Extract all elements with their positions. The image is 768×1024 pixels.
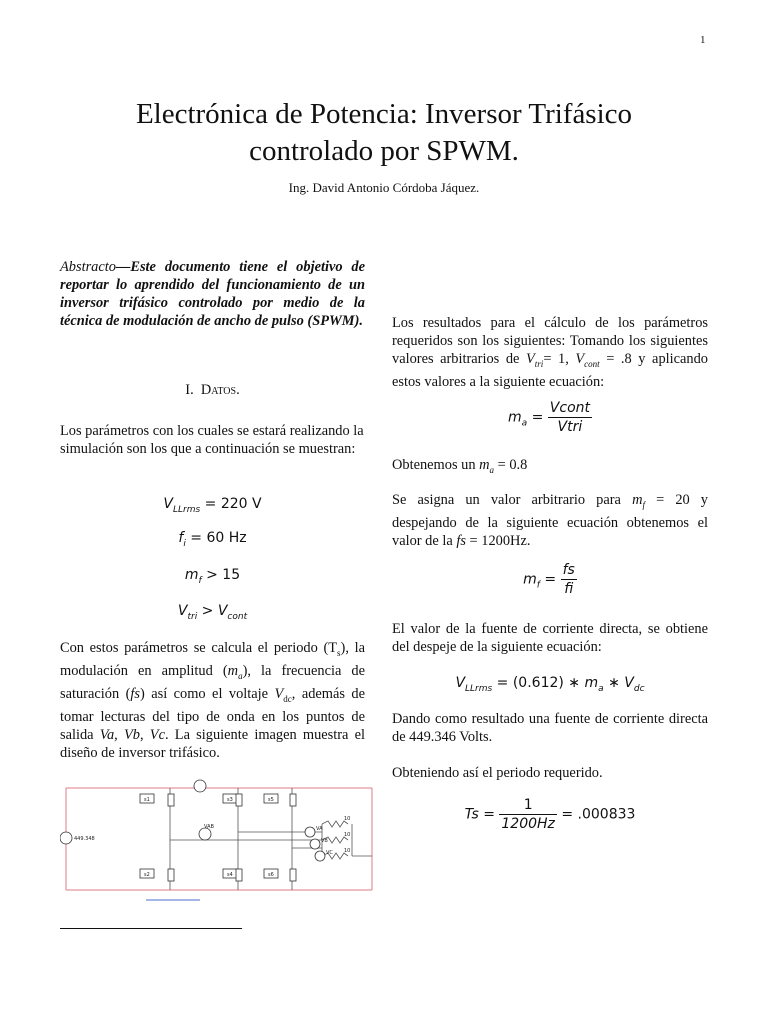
resistor-label-1: 10 xyxy=(344,816,351,822)
paper-title xyxy=(60,96,708,170)
params-intro: Los parámetros con los cuales se estará realizando la simulación son los que a continuación se muestran: xyxy=(60,423,364,457)
abstract-dash: — xyxy=(115,259,131,275)
resistor-label-3: 10 xyxy=(344,848,351,854)
title-line-1: Electrónica de Potencia: Inversor Trifásico xyxy=(135,98,633,130)
equation-vtri-vcont: $V_{tri} > V_{cont}$ xyxy=(177,603,248,622)
vdc-description: El valor de la fuente de corriente directa, se obtiene del despeje de la siguiente ecuación: xyxy=(392,621,708,655)
section-title: Datos. xyxy=(200,382,240,398)
period-intro: Obteniendo así el periodo requerido. xyxy=(392,765,603,781)
abstract-label: Abstracto xyxy=(60,259,116,275)
switch-label-s4: s4 xyxy=(227,872,233,878)
meter-label-vc: VC xyxy=(326,850,333,856)
equation-vllrms: $V_{LLrms} = 220$ V xyxy=(163,496,262,515)
switch-label-s6: s6 xyxy=(268,872,274,878)
section-number: I. xyxy=(185,382,194,398)
switch-label-s5: s5 xyxy=(268,797,274,803)
author: Ing. David Antonio Córdoba Jáquez. xyxy=(288,180,480,195)
resistor-label-2: 10 xyxy=(344,832,351,838)
switch-label-s1: s1 xyxy=(144,797,150,803)
meter-label-va: VA xyxy=(316,826,323,832)
meter-label-vb: VB xyxy=(321,838,328,844)
switch-label-s2: s2 xyxy=(144,872,150,878)
params-description: Con estos parámetros se calcula el periodo $(T_s)$, la modulación en amplitud $(m_a)$, la frecuencia de saturación (fs) así como el voltaje $V_{dc}$, además de tomar lecturas del tipo de onda en los puntos de salida Va, Vb, Vc. La siguiente imagen muestra el diseño de inversor trifásico. xyxy=(60,640,366,761)
footnote-rule xyxy=(60,928,242,929)
equation-vllrms-vdc: $V_{LLrms} = (0.612)$ ∗ $m_a$ ∗ $V_{dc}$ xyxy=(455,675,645,694)
equation-fi: $f_i = 60$ Hz xyxy=(178,530,247,549)
mf-description: Se asigna un valor arbitrario para $m_f = 20$ y despejando de la siguiente ecuación obtenemos el valor de la fs = 1200Hz. xyxy=(392,492,709,549)
title-line-2: controlado por SPWM. xyxy=(249,135,519,167)
schematic-source-label: 449.348 xyxy=(74,836,95,842)
switch-label-s3: s3 xyxy=(227,797,233,803)
equation-mf: $m_f > 15$ xyxy=(184,567,241,586)
ma-result: Obtenemos un $m_a = 0.8$ xyxy=(392,457,528,475)
results-intro: Los resultados para el cálculo de los parámetros requeridos son los siguientes: Tomando los siguientes valores arbitrarios de $V_{tri}= 1$, $V_{cont} = .8$ y aplicando estos valores a la siguiente ecuación: xyxy=(392,315,709,390)
page-number: 1 xyxy=(700,34,706,46)
section-heading-datos xyxy=(60,382,365,399)
vdc-result: Dando como resultado una fuente de corriente directa de 449.346 Volts. xyxy=(392,711,708,745)
meter-label-vab: VAB xyxy=(204,824,214,830)
abstract-text: Este documento tiene el objetivo de reportar lo aprendido del funcionamiento de un inversor trifásico controlado por medio de la técnica de modulación de ancho de pulso (SPWM). xyxy=(60,259,365,329)
equation-ts: Ts = $\frac{1}{1200Hz}$ = .000833 xyxy=(464,797,636,832)
equation-ma: $m_a$ = $\frac{\text{Vcont}}{\text{Vtri}}$ xyxy=(508,400,590,435)
equation-mf-ratio: $m_f$ = $\frac{fs}{fi}$ xyxy=(523,562,575,597)
inverter-schematic xyxy=(60,772,378,904)
abstract xyxy=(60,258,365,330)
